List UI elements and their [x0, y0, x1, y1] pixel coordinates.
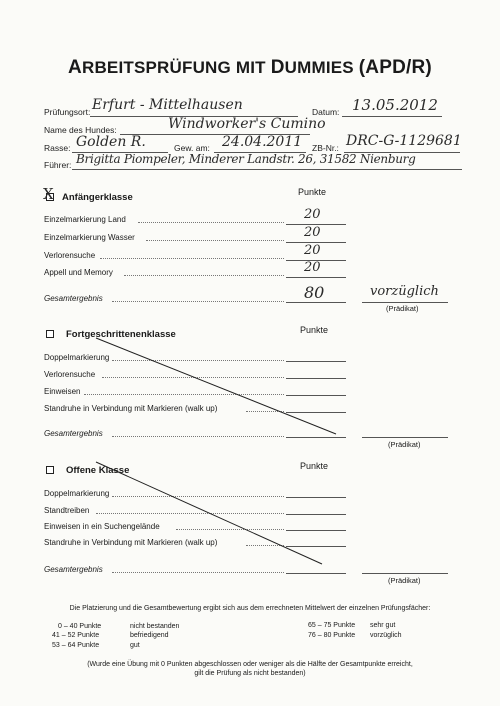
scale-range: 65 – 75 Punkte — [308, 622, 356, 629]
footer-intro: Die Platzierung und die Gesamtbewertung ergibt sich aus dem errechneten Mittelwert der einzelnen Prüfungsfächer: — [69, 605, 431, 612]
fortgeschrittene-item-4-label: Standruhe in Verbindung mit Markieren (walk up) — [44, 404, 218, 413]
offene-title: Offene Klasse — [66, 465, 130, 476]
anfaenger-item-4-label: Appell und Memory — [44, 268, 113, 277]
anfaenger-checkmark: X — [43, 185, 54, 203]
hund-label: Name des Hundes: — [44, 125, 117, 135]
scale-rating: vorzüglich — [370, 632, 402, 639]
strike-line-offene — [96, 462, 322, 564]
gew-value[interactable]: 24.04.2011 — [222, 134, 303, 150]
scale-range: 0 – 40 Punkte — [58, 623, 102, 630]
anfaenger-praedikat-value[interactable]: vorzüglich — [370, 284, 439, 299]
datum-value[interactable]: 13.05.2012 — [352, 96, 438, 114]
scale-rating: gut — [130, 642, 140, 649]
gew-label: Gew. am: — [174, 143, 210, 153]
scale-rating: sehr gut — [370, 622, 396, 629]
rasse-label: Rasse: — [44, 143, 71, 153]
zb-value[interactable]: DRC-G-1129681 — [346, 133, 462, 149]
fortgeschrittene-gesamt-label: Gesamtergebnis — [44, 429, 103, 438]
pruefungsort-label: Prüfungsort: — [44, 107, 91, 117]
offene-item-4-label: Standruhe in Verbindung mit Markieren (walk up) — [44, 538, 218, 547]
offene-item-3-label: Einweisen in ein Suchengelände — [44, 522, 160, 531]
scale-range: 53 – 64 Punkte — [52, 642, 100, 649]
zb-label: ZB-Nr.: — [312, 143, 339, 153]
offene-item-1-label: Doppelmarkierung — [44, 489, 110, 498]
fortgeschrittene-item-1-label: Doppelmarkierung — [44, 353, 110, 362]
scale-range: 41 – 52 Punkte — [52, 632, 100, 639]
anfaenger-item-3-label: Verlorensuche — [44, 251, 96, 260]
anfaenger-item-1-label: Einzelmarkierung Land — [44, 215, 126, 224]
footer-note-line1: (Wurde eine Übung mit 0 Punkten abgeschlossen oder weniger als die Hälfte der Gesamtpunkte erreicht, — [87, 661, 413, 668]
offene-punkte-label: Punkte — [300, 461, 329, 471]
fortgeschrittene-punkte-label: Punkte — [300, 325, 329, 335]
anfaenger-item-2-score[interactable]: 20 — [304, 225, 321, 240]
fortgeschrittene-praedikat-label: (Prädikat) — [388, 440, 421, 449]
scale-rating: nicht bestanden — [130, 623, 180, 630]
anfaenger-item-1-score[interactable]: 20 — [304, 207, 321, 222]
page-title: ARBEITSPRÜFUNG MIT DUMMIES (APD/R) — [68, 57, 432, 78]
rasse-value[interactable]: Golden R. — [76, 134, 146, 150]
fortgeschrittene-item-2-label: Verlorensuche — [44, 370, 96, 379]
fuehrer-label: Führer: — [44, 160, 72, 170]
fortgeschrittene-item-3-label: Einweisen — [44, 387, 81, 396]
anfaenger-gesamt-label: Gesamtergebnis — [44, 294, 103, 303]
anfaenger-title: Anfängerklasse — [62, 192, 133, 203]
fuehrer-value[interactable]: Brigitta Piompeler, Minderer Landstr. 26, 31582 Nienburg — [76, 152, 416, 166]
offene-praedikat-label: (Prädikat) — [388, 576, 421, 585]
anfaenger-punkte-label: Punkte — [298, 187, 327, 197]
datum-label: Datum: — [312, 107, 340, 117]
hund-value[interactable]: Windworker's Cumino — [168, 116, 326, 132]
anfaenger-praedikat-label: (Prädikat) — [386, 304, 419, 313]
anfaenger-item-4-score[interactable]: 20 — [304, 260, 321, 275]
pruefungsort-value[interactable]: Erfurt - Mittelhausen — [92, 97, 243, 113]
offene-gesamt-label: Gesamtergebnis — [44, 565, 103, 574]
anfaenger-item-2-label: Einzelmarkierung Wasser — [44, 233, 135, 242]
footer-note-line2: gilt die Prüfung als nicht bestanden) — [194, 670, 306, 677]
anfaenger-gesamt-value[interactable]: 80 — [304, 283, 325, 302]
scale-rating: befriedigend — [130, 632, 169, 639]
offene-item-2-label: Standtreiben — [44, 506, 90, 515]
fortgeschrittene-title: Fortgeschrittenenklasse — [66, 329, 176, 340]
strike-line-fortgeschrittene — [96, 338, 336, 434]
scale-range: 76 – 80 Punkte — [308, 632, 356, 639]
anfaenger-item-3-score[interactable]: 20 — [304, 243, 321, 258]
